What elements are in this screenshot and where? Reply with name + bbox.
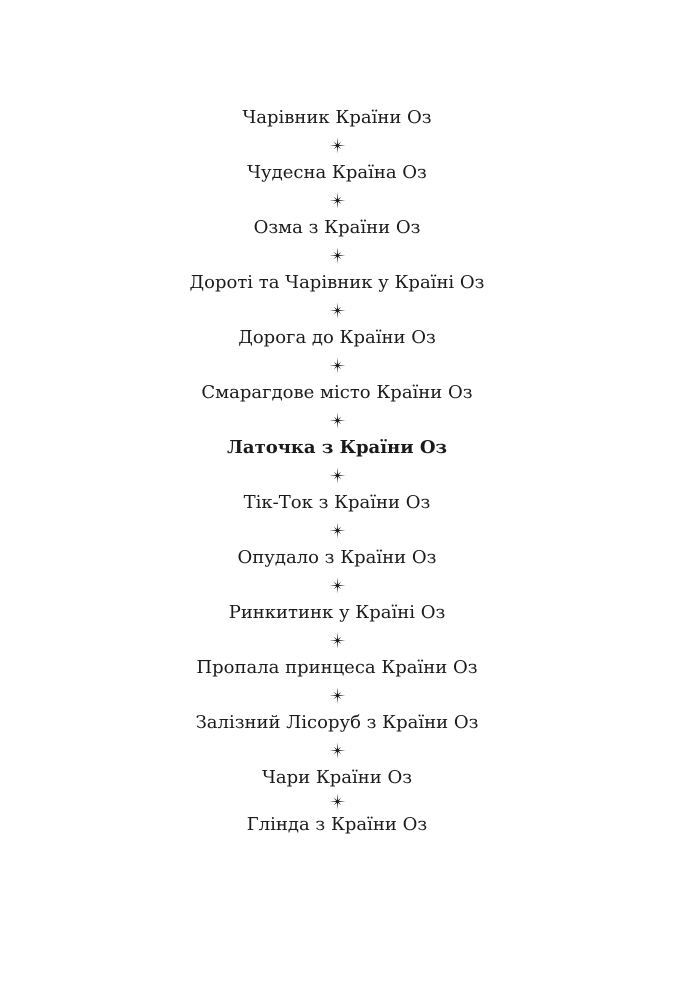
star-separator-icon	[0, 185, 674, 216]
book-title-highlighted: Латочка з Країни Оз	[226, 437, 448, 458]
book-title: Дорога до Країни Оз	[238, 327, 436, 348]
star-separator-icon	[0, 680, 674, 711]
book-title: Пропала принцеса Країни Оз	[196, 657, 478, 678]
book-title: Чари Країни Оз	[261, 767, 413, 788]
book-series-list	[0, 106, 674, 837]
book-title: Дороті та Чарівник у Країні Оз	[189, 272, 485, 293]
book-title: Чудесна Країна Оз	[247, 162, 427, 183]
star-separator-icon	[0, 460, 674, 491]
star-separator-icon	[0, 790, 674, 813]
star-separator-icon	[0, 625, 674, 656]
book-title: Чарівник Країни Оз	[242, 107, 432, 128]
star-separator-icon	[0, 570, 674, 601]
star-separator-icon	[0, 240, 674, 271]
star-separator-icon	[0, 405, 674, 436]
book-title: Тік-Ток з Країни Оз	[243, 492, 431, 513]
book-title: Глінда з Країни Оз	[246, 814, 428, 835]
star-separator-icon	[0, 295, 674, 326]
book-title: Залізний Лісоруб з Країни Оз	[195, 712, 479, 733]
book-title: Ринкитинк у Країні Оз	[228, 602, 446, 623]
book-title: Смарагдове місто Країни Оз	[201, 382, 473, 403]
star-separator-icon	[0, 515, 674, 546]
star-separator-icon	[0, 735, 674, 766]
star-separator-icon	[0, 350, 674, 381]
star-separator-icon	[0, 130, 674, 161]
book-title: Озма з Країни Оз	[253, 217, 421, 238]
book-title: Опудало з Країни Оз	[237, 547, 437, 568]
